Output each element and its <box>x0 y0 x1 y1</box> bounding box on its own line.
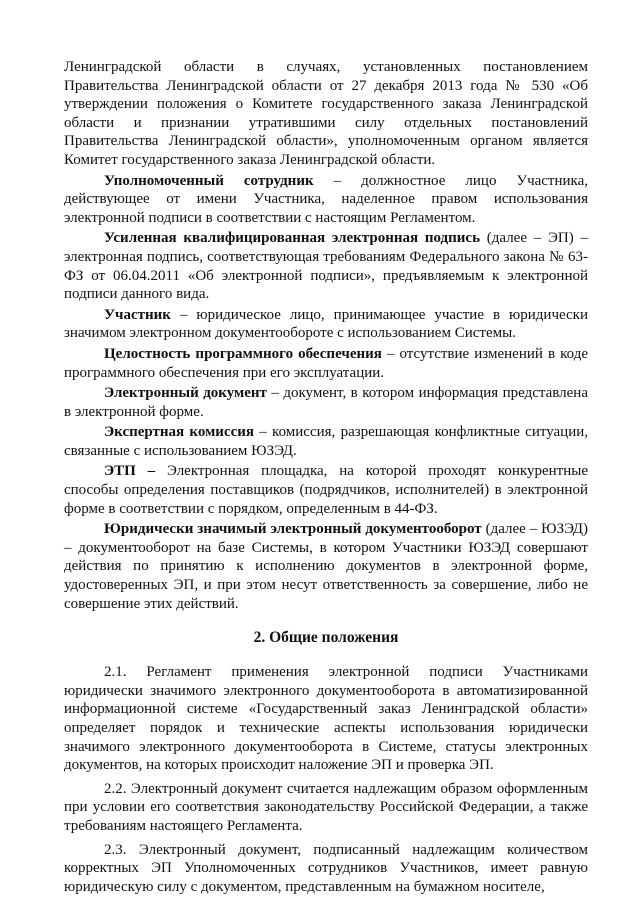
definition-software-integrity <box>64 345 588 382</box>
definition-text: – документ, в котором информация представлена в электронной форме. <box>64 385 588 420</box>
definition-text: (далее – ЭП) – электронная подпись, соответствующая требованиям Федерального закона № 63-ФЗ от 06.04.2011 «Об электронной подписи», предъявляемым к электронной подписи данного вида. <box>64 230 588 303</box>
definition-text: – отсутствие изменений в коде программного обеспечения при его эксплуатации. <box>64 345 588 381</box>
definition-participant <box>64 306 588 343</box>
document-body <box>64 58 588 896</box>
definition-term: Электронный документ <box>104 385 267 402</box>
definition-text: – юридическое лицо, принимающее участие в юридически значимом электронном документообороте с использованием Системы. <box>64 306 588 342</box>
section-heading: 2. Общие положения <box>253 629 399 647</box>
definition-expert-commission <box>64 423 588 460</box>
definition-qualified-signature <box>64 229 588 303</box>
definition-text: Электронная площадка, на которой проходят конкурентные способы определения поставщиков (подрядчиков, исполнителей) в электронной форме в соответствии с порядком, определенным в 44-ФЗ. <box>64 463 588 517</box>
definition-term: Усиленная квалифицированная электронная подпись <box>104 230 481 247</box>
section-item-2-1: 2.1. Регламент применения электронной подписи Участниками юридически значимого электронного документооборота в автоматизированной информационной системе «Государственный заказ Ленинградской области» определяет порядок и технические аспекты использования юридически значимого электронного документооборота в Системе, статусы электронных документов, на которых происходит наложение ЭП и проверка ЭП. <box>64 664 588 774</box>
definition-term: Участник <box>104 306 171 323</box>
definition-etp <box>64 462 588 518</box>
definition-electronic-document <box>64 384 588 421</box>
definition-text: – комиссия, разрешающая конфликтные ситуации, связанные с использованием ЮЗЭД. <box>64 424 589 459</box>
section-item-2-2: 2.2. Электронный документ считается надлежащим образом оформленным при условии его соответствия законодательству Российской Федерации, а также требованиям настоящего Регламента. <box>64 780 588 834</box>
section-item-2-3: 2.3. Электронный документ, подписанный надлежащим количеством корректных ЭП Уполномоченных сотрудников Участников, имеет равную юридическую силу с документом, представленным на бумажном носителе, <box>64 841 588 895</box>
intro-paragraph: Ленинградской области в случаях, установленных постановлением Правительства Ленинградской области от 27 декабря 2013 года № 530 «Об утверждении положения о Комитете государственного заказа Ленинградской области и признании утратившими силу отдельных постановлений Правительства Ленинградской области», уполномоченным органом является Комитет государственного заказа Ленинградской области. <box>64 59 588 168</box>
definition-term: Экспертная комиссия <box>104 424 255 441</box>
definition-text: – должностное лицо Участника, действующее от имени Участника, наделенное правом использования электронной подписи в соответствии с настоящим Регламентом. <box>64 172 589 226</box>
definition-term: Целостность программного обеспечения <box>104 345 382 362</box>
definition-legal-edo <box>64 520 588 613</box>
definition-term: Уполномоченный сотрудник <box>104 172 314 189</box>
definition-text: (далее – ЮЗЭД) – документооборот на базе Системы, в котором Участники ЮЗЭД совершают действия по принятию к исполнению документов в электронной форме, удостоверенных ЭП, и при этом несут ответственность за совершение, либо не совершение этих действий. <box>64 521 588 612</box>
definition-term: Юридически значимый электронный документооборот <box>104 521 482 538</box>
definition-term: ЭТП – <box>104 463 156 480</box>
definition-authorized-employee <box>64 172 588 228</box>
